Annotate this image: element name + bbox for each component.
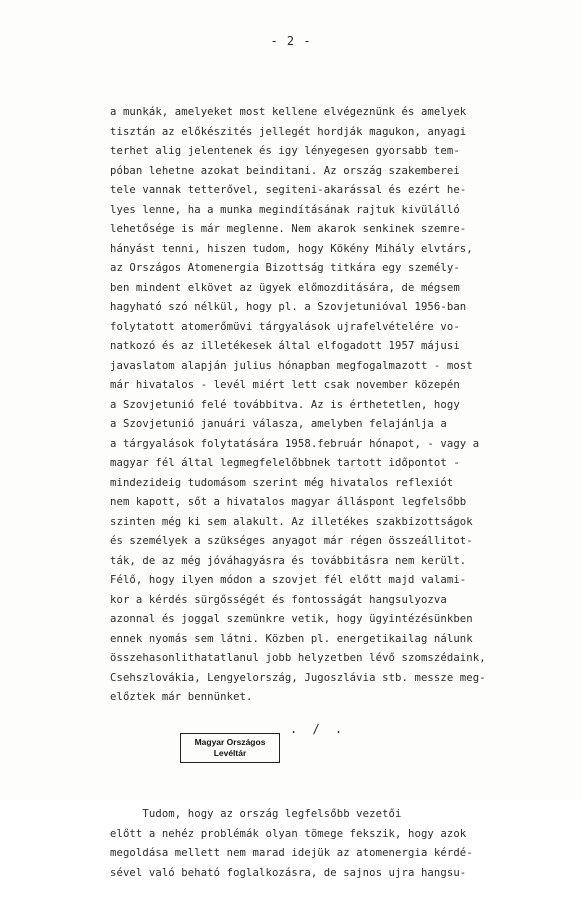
text-line: nem kapott, sőt a hivatalos magyar álláspont legfelsőbb — [110, 496, 467, 508]
text-line: azonnal és joggal szemünkre vetik, hogy ügyintézésünkben — [110, 613, 473, 625]
archive-stamp — [180, 733, 280, 763]
text-line: magyar fél által legmegfelelőbbnek tartott időpontot - — [110, 457, 460, 469]
stamp-line-2: Levéltár — [213, 748, 247, 758]
text-line: összehasonlithatatlanul jobb helyzetben lévő szomszédaink, — [110, 652, 486, 664]
text-line: szinten még ki sem alakult. Az illetékes szakbizottságok — [110, 515, 473, 528]
paragraph-1 — [110, 103, 550, 708]
text-line: előtt a nehéz problémák olyan tömege fekszik, hogy azok — [110, 827, 467, 840]
text-line: natkozó és az illetékesek által elfogadott 1957 májusi — [110, 340, 460, 352]
paragraph-2 — [110, 805, 550, 883]
page-number: - 2 - — [270, 34, 312, 48]
typed-body-text — [110, 64, 550, 922]
text-line: az Országos Atomenergia Bizottság titkára egy személy- — [110, 262, 460, 274]
text-line: tele vannak tetterővel, segiteni-akarással és ezért he- — [110, 184, 467, 196]
text-line: póban lehetne azokat beinditani. Az ország szakemberei — [110, 164, 460, 177]
text-line: lyes lenne, ha a munka megindításának rajtuk kivülálló — [110, 203, 460, 216]
text-line: folytatott atomerőmüvi tárgyalások ujrafelvételére vo- — [110, 320, 460, 333]
text-line: kor a kérdés sürgősségét és fontosságát hangsulyozva — [110, 593, 447, 606]
text-line: ennek nyomás sem látni. Közben pl. energetikailag nálunk — [110, 632, 473, 645]
text-line: mindezideig tudomásom szerint még hivatalos reflexiót — [110, 476, 454, 489]
paragraph-gap — [110, 747, 550, 767]
text-line: lehetősége is már meglenne. Nem akarok senkinek szemre- — [110, 223, 467, 235]
continuation-mark: . / . — [290, 722, 347, 736]
text-line: Csehszlovákia, Lengyelország, Jugoszlávia stb. messze meg- — [110, 671, 486, 684]
text-line: tisztán az előkészités jellegét hordják magukon, anyagi — [110, 125, 467, 138]
text-line: hagyható szó nélkül, hogy pl. a Szovjetunióval 1956-ban — [110, 301, 467, 313]
text-line: ben mindent elkövet az ügyek előmozditására, de mégsem — [110, 281, 460, 294]
text-line: javaslatom alapján julius hónapban megfogalmazott - most — [110, 359, 473, 372]
stamp-line-1: Magyar Országos — [194, 737, 266, 747]
text-line: a munkák, amelyeket most kellene elvégeznünk és amelyek — [110, 106, 467, 118]
text-line: előztek már bennünket. — [110, 691, 253, 703]
text-line: a Szovjetunió felé továbbitva. Az is érthetetlen, hogy — [110, 398, 460, 411]
text-line: már hivatalos - levél miért lett csak november közepén — [110, 379, 460, 391]
text-line: a Szovjetunió januári válasza, amelyben felajánlja a — [110, 418, 447, 430]
text-line: megoldása mellett nem marad idejük az atomenergia kérdé- — [110, 847, 473, 859]
text-line: Félő, hogy ilyen módon a szovjet fél előtt majd valami- — [110, 574, 467, 586]
text-line: és személyek a szükséges anyagot már régen összeállitot- — [110, 535, 473, 547]
text-line: a tárgyalások folytatására 1958.február hónapot, - vagy a — [110, 437, 480, 450]
text-line: terhet alig jelentenek és igy lényegesen gyorsabb tem- — [110, 145, 460, 157]
text-line: hányást tenni, hiszen tudom, hogy Kökény Mihály elvtárs, — [110, 242, 473, 255]
text-line: sével való beható foglalkozásra, de sajnos ujra hangsu- — [110, 866, 467, 879]
text-line: ták, de az még jóváhagyásra és továbbitásra nem került. — [110, 554, 467, 567]
text-line: Tudom, hogy az ország legfelsőbb vezetői — [110, 808, 402, 820]
